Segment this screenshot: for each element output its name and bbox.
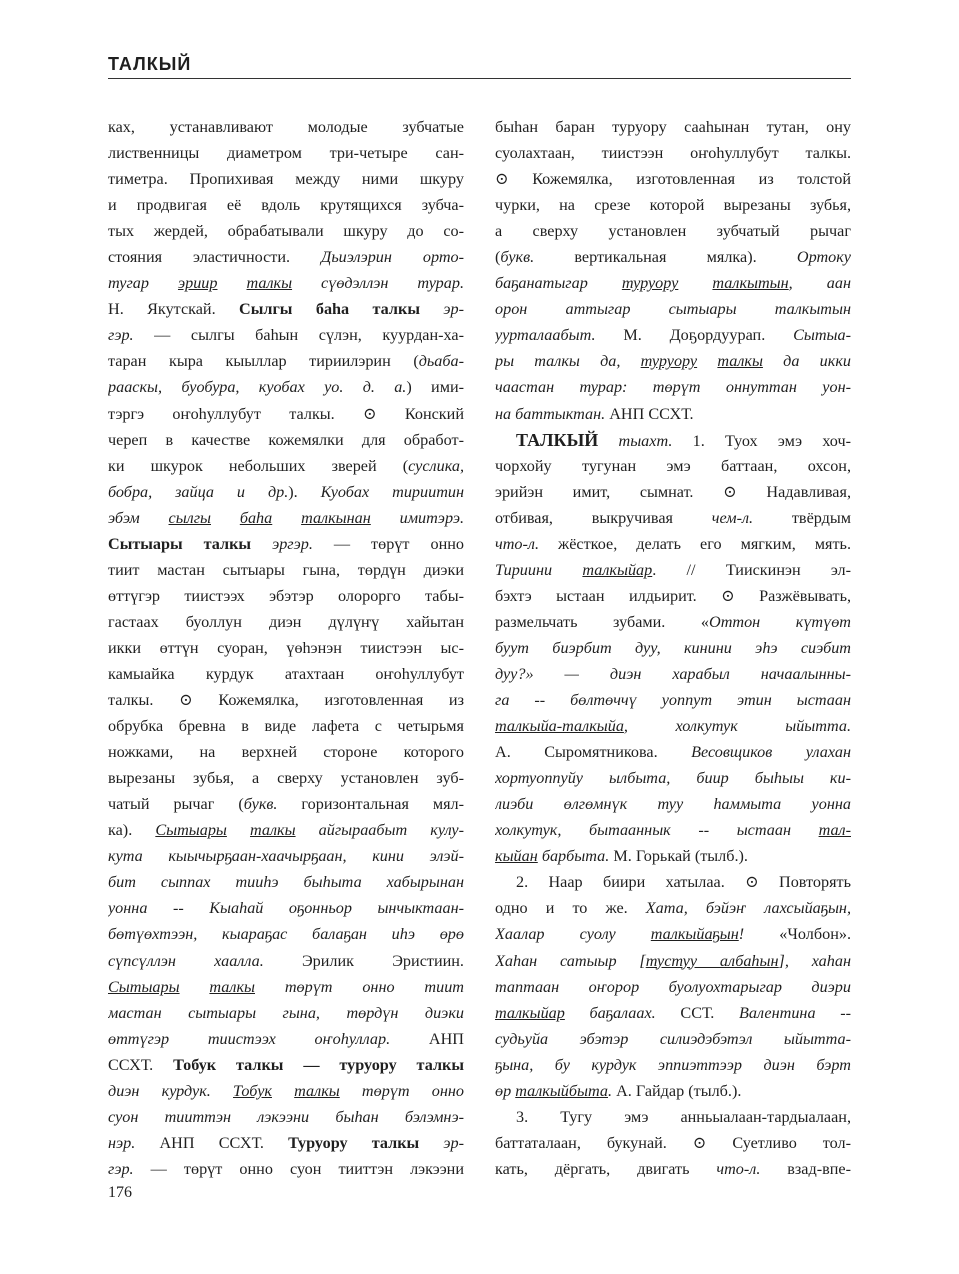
gloss-text: быhан баран туруору сааhынан тутан, ону — [495, 118, 851, 136]
example-text: айгыраабыт кулу- — [295, 821, 464, 840]
text-line — [495, 1052, 851, 1078]
text-line — [495, 843, 851, 869]
text-line — [495, 974, 851, 1000]
example-text: эргэр. — [251, 534, 313, 553]
example-text: мастан сытыары гына, төрдүн диэки — [108, 1003, 464, 1022]
text-line — [495, 869, 851, 895]
text-line — [495, 427, 851, 453]
text-line — [108, 270, 464, 296]
example-text: буут биэрбит дуу, кинини эhэ сиэбит — [495, 638, 851, 657]
gloss-text: тых жердей, обрабатывали шкуру до со- — [108, 222, 464, 241]
text-line — [495, 687, 851, 713]
example-text: диэн курдук. — [108, 1081, 211, 1100]
underlined-example: талкынан — [301, 508, 371, 527]
gloss-text — [211, 1082, 233, 1100]
gloss-text: баттаталаан, букунай. ⊙ Суетливо тол- — [495, 1133, 851, 1152]
underlined-example: тустуу албаhын — [645, 951, 779, 970]
example-text: лиэби өлгөмнүк туу hаммыта уонна — [495, 795, 851, 814]
example-text: — диэн харабыл начаалынны- — [533, 664, 851, 683]
text-line — [108, 374, 464, 400]
gloss-text: М. Доҕордуурап. — [595, 326, 794, 345]
example-text: барбыта. — [537, 847, 610, 866]
example-text: төрүт онно — [339, 1081, 464, 1100]
gloss-text: ка). — [108, 821, 156, 840]
underlined-example: талкыйар — [495, 1003, 565, 1022]
text-line — [108, 192, 464, 218]
text-line — [495, 948, 851, 974]
text-line — [108, 1026, 464, 1052]
text-line — [108, 1156, 464, 1182]
example-text: Хаhан сатыыр [ — [495, 951, 646, 970]
example-text: суслика, — [408, 456, 464, 475]
underlined-example: баhа — [239, 508, 273, 527]
headword: ТАЛКЫЙ — [516, 429, 599, 450]
gloss-text: размельчать зубами. « — [495, 612, 709, 631]
text-line — [495, 479, 851, 505]
left-column — [108, 114, 464, 1182]
example-text: төрүт онно тиит — [255, 977, 464, 996]
gloss-text: а сверху установлен зубчатый рычаг — [495, 222, 851, 241]
example-text: дуу?» — [495, 664, 534, 683]
example-text: Ортоку — [796, 248, 851, 267]
example-text: холкутук, бытааннык -- ыстаан — [495, 821, 819, 840]
gloss-text: — төрүт онно — [312, 534, 464, 553]
gloss-text: . // Тиискинэн эл- — [652, 560, 851, 579]
example-text: гэр. — [108, 326, 134, 345]
text-line — [108, 1000, 464, 1026]
text-line — [108, 140, 464, 166]
gloss-text: ки шкурок небольших зверей ( — [108, 456, 409, 475]
underlined-example: талкы — [246, 274, 293, 293]
example-text: букв. — [243, 795, 278, 814]
text-line — [495, 609, 851, 635]
underlined-example: туруору — [640, 352, 698, 371]
example-text: эр- — [419, 300, 464, 319]
example-text: баҕанатыгар — [495, 274, 622, 293]
example-text: Сытыа- — [793, 326, 851, 345]
example-text: Тириини — [495, 560, 583, 579]
term: Сылгы баhа талкы — [239, 300, 420, 319]
text-line — [495, 166, 851, 192]
example-text: хортуоппуйу ылбыта, биир быhыы ки- — [495, 769, 851, 788]
gloss-text: вырезаны зубья, а сверху установлен зуб- — [108, 769, 464, 788]
text-line — [495, 140, 851, 166]
text-line — [495, 635, 851, 661]
text-line — [108, 296, 464, 322]
text-line — [495, 817, 851, 843]
gloss-text: АНП — [390, 1029, 464, 1048]
text-line — [108, 479, 464, 505]
gloss-text: А. Гайдар (тылб.). — [612, 1081, 742, 1100]
text-line — [495, 1130, 851, 1156]
example-text: на баттыктан. — [495, 404, 606, 423]
text-line — [495, 921, 851, 947]
example-text: нэр. — [108, 1133, 136, 1152]
example-text: га -- бөлтөччү уоппут этин ыстаан — [495, 691, 851, 710]
example-text: судьуйа эбэтэр силиэдэбэтэл ыйытта- — [495, 1029, 851, 1048]
example-text: , холкутук ыйытта. — [623, 717, 851, 736]
example-text: суон тииттэн лэкээни быhан бэлэмнэ- — [108, 1107, 464, 1126]
example-text — [180, 978, 210, 996]
text-line — [108, 166, 464, 192]
example-text: Хаалар суолу — [495, 925, 651, 944]
gloss-text: ⊙ Кожемялка, изготовленная из толстой — [495, 170, 851, 189]
running-header: ТАЛКЫЙ — [108, 54, 192, 74]
text-line — [495, 453, 851, 479]
gloss-text: кать, дёргать, двигать — [495, 1159, 717, 1178]
example-text — [272, 1082, 294, 1100]
gloss-text: камыайка курдук атахтаан оҥоhуллубут — [108, 664, 464, 683]
gloss-text: тиметра. Пропихивая между ними шкуру — [108, 170, 464, 189]
example-text: да икки — [762, 352, 851, 371]
text-line — [495, 583, 851, 609]
example-text: тугар — [108, 274, 178, 293]
example-text: баҕалаах. — [564, 1003, 656, 1022]
gloss-text: ). — [288, 482, 321, 501]
example-text — [227, 821, 250, 839]
underlined-example: талкыйар — [582, 560, 653, 579]
text-line — [108, 609, 464, 635]
gloss-text: тэргэ оҥоhуллубут талкы. ⊙ Конский — [108, 404, 464, 423]
underlined-example: талкы — [717, 352, 763, 371]
gloss-text: жёсткое, делать его мягким, мять. — [539, 534, 851, 553]
gloss-text: череп в качестве кожемялки для обработ- — [108, 430, 464, 449]
example-text: өттүгэр тиистээх оҥоhуллар. — [108, 1029, 391, 1048]
gloss-text: АНП ССХТ. — [135, 1133, 289, 1152]
gloss-text: — төрүт онно суон тииттэн лэкээни — [133, 1159, 464, 1178]
gloss-text: 1. Туох эмэ хоч- — [672, 431, 851, 450]
example-text: Валентина -- — [738, 1003, 851, 1022]
underlined-example: талкыйбыта — [515, 1081, 608, 1100]
text-line — [495, 401, 851, 427]
gloss-text: ножками, на верхней стороне которого — [108, 743, 464, 762]
gloss-text: стояния эластичности. — [108, 248, 322, 267]
text-line — [495, 1000, 851, 1026]
text-line — [108, 635, 464, 661]
example-text: ], хаhан — [778, 951, 851, 970]
gloss-text: взад-впе- — [760, 1159, 851, 1178]
text-line — [108, 453, 464, 479]
text-line — [495, 114, 851, 140]
example-text: бөтүөхтээн, кыараҕас балаҕан иhэ өрө — [108, 925, 464, 944]
gloss-text: тиит мастан сытыары гына, төрдүн диэки — [108, 560, 464, 579]
gloss-text: икки өттүн суоран, үөhэнэн тиистээн ыс- — [108, 638, 464, 657]
text-line — [495, 218, 851, 244]
example-text: Оттон күтүөт — [709, 612, 851, 631]
example-text: букв. — [500, 248, 535, 267]
gloss-text: каx, устанавливают молодые зубчатые — [108, 118, 464, 136]
text-line — [108, 921, 464, 947]
underlined-example: тал- — [818, 821, 851, 840]
example-text: өр — [495, 1081, 516, 1100]
example-text — [678, 274, 712, 292]
example-text: эбэм — [108, 508, 169, 527]
gloss-text: лиственницы диаметром три-четыре сан- — [108, 144, 464, 163]
underlined-example: талкытын — [712, 274, 789, 293]
example-text: дьаба- — [418, 352, 464, 371]
text-line — [108, 1052, 464, 1078]
example-text: , аан — [788, 274, 851, 293]
text-line — [108, 817, 464, 843]
underlined-example: туруору — [621, 274, 679, 293]
example-text: чем-л. — [711, 508, 754, 527]
gloss-text: горизонтальная мял- — [277, 795, 464, 814]
text-line — [108, 557, 464, 583]
text-line — [108, 348, 464, 374]
example-text: Весовщиков улахан — [691, 743, 851, 762]
term: Тобук талкы — туруору талкы — [173, 1055, 464, 1074]
example-text: что-л. — [495, 534, 540, 553]
gloss-text: таран кыра кыыллар тириилэрин ( — [108, 352, 419, 371]
header-rule — [108, 78, 851, 79]
gloss-text: обрубка бревна в виде лафета с четырьмя — [108, 717, 464, 736]
text-line — [495, 895, 851, 921]
text-line — [108, 401, 464, 427]
example-text: ры талкы да, — [495, 352, 641, 371]
text-line — [108, 1104, 464, 1130]
example-text: . — [608, 1081, 613, 1100]
text-line — [495, 791, 851, 817]
text-line — [495, 244, 851, 270]
example-text: сүпсүллэн хаалла. — [108, 951, 302, 970]
example-text: ! — [738, 925, 745, 944]
text-line — [108, 713, 464, 739]
example-text: кута кыычырҕаан-хаачырҕаан, кини элэй- — [108, 847, 464, 866]
gloss-text: чатый рычаг ( — [108, 795, 244, 814]
example-text: ҕына, бу курдук эппиэттээр диэн бэрт — [495, 1055, 851, 1074]
example-text: рааскы, буобура, куобах уо. д. а. — [108, 378, 407, 397]
example-text: Куобах тириитин — [320, 482, 464, 501]
gloss-text: ССХТ. — [108, 1055, 174, 1074]
example-text: имитэрэ. — [370, 508, 464, 527]
example-text: Хата, бэйэҥ лахсыйаҕын, — [645, 899, 851, 918]
underlined-example: Сытыары — [108, 977, 180, 996]
text-line — [108, 218, 464, 244]
gloss-text: 2. Наар биири хатылаа. ⊙ Повторять — [516, 873, 851, 892]
text-line — [108, 427, 464, 453]
text-line — [495, 739, 851, 765]
text-line — [495, 322, 851, 348]
underlined-example: сылгы — [168, 508, 211, 527]
gloss-text: Н. Якутскай. — [108, 300, 240, 319]
text-line — [108, 583, 464, 609]
example-text: бит сыппах тииhэ быhыта хабырынан — [108, 873, 464, 892]
gloss-text: өттүгэр тиистээх эбэтэр олорорго табы- — [108, 586, 464, 605]
example-text: эр- — [419, 1133, 464, 1152]
example-text — [217, 274, 246, 292]
gloss-text: бэхтэ ыстаан илдьирит. ⊙ Разжёвывать, — [495, 586, 851, 605]
text-line — [108, 687, 464, 713]
text-line — [495, 270, 851, 296]
underlined-example: талкы — [294, 1081, 340, 1100]
text-line — [495, 374, 851, 400]
text-line — [108, 1130, 464, 1156]
page-number: 176 — [108, 1184, 132, 1201]
text-line — [108, 765, 464, 791]
example-text: уурталаабыт. — [495, 326, 596, 345]
gloss-text: вертикальная мялка). — [534, 248, 797, 267]
gloss-text: одно и то же. — [495, 899, 646, 918]
gloss-text: Эрилик Эристиин. — [301, 951, 464, 970]
underlined-example: талкы — [249, 821, 296, 840]
text-line — [108, 531, 464, 557]
right-column — [495, 114, 851, 1182]
text-line — [108, 843, 464, 869]
underlined-example: Сытыары — [155, 821, 227, 840]
text-line — [495, 713, 851, 739]
text-line — [495, 192, 851, 218]
underlined-example: кыйан — [495, 847, 538, 866]
text-line — [495, 296, 851, 322]
underlined-example: талкы — [209, 977, 255, 996]
gloss-text: ( — [495, 248, 501, 267]
text-line — [108, 322, 464, 348]
text-line — [108, 661, 464, 687]
example-text — [272, 509, 301, 527]
text-line — [495, 531, 851, 557]
example-text: бобра, зайца и др. — [108, 482, 289, 501]
example-text: орон аттыгар сытыары талкытын — [495, 300, 851, 319]
example-text: гэр. — [108, 1159, 134, 1178]
gloss-text: чурки, на срезе которой вырезаны зубья, — [495, 196, 851, 215]
gloss-text: АНП ССХТ. — [605, 404, 694, 423]
example-text: что-л. — [716, 1159, 761, 1178]
example-text: уонна -- Кыаhай оҕонньор ынчыктаан- — [108, 899, 464, 918]
underlined-example: Тобук — [233, 1081, 272, 1100]
gloss-text: твёрдым — [753, 508, 851, 527]
text-line — [495, 348, 851, 374]
underlined-example: талкыйа-талкыйа — [495, 717, 624, 736]
example-text — [211, 509, 240, 527]
text-line — [108, 739, 464, 765]
text-line — [108, 114, 464, 140]
term: Сытыары талкы — [108, 534, 252, 553]
gloss-text: «Чолбон». — [744, 925, 851, 944]
gloss-text: гастаах буоллун диэн дүлүҥү хайытан — [108, 612, 464, 631]
underlined-example: талкыйаҕын — [650, 925, 739, 944]
example-text: таптаан оҥорор буолуохтарыгар диэри — [495, 977, 851, 996]
gloss-text: талкы. ⊙ Кожемялка, изготовленная из — [108, 691, 464, 710]
text-line — [108, 244, 464, 270]
gloss-text: отбивая, выкручивая — [495, 508, 712, 527]
text-line — [495, 1156, 851, 1182]
underlined-example: эриир — [177, 274, 218, 293]
text-line — [108, 1078, 464, 1104]
example-text: сүөдэллэн турар. — [292, 274, 464, 293]
example-text — [697, 352, 717, 370]
gloss-text: 3. Тугу эмэ анньыалаан-тардыалаан, — [516, 1107, 851, 1126]
example-text: чаастан турар: төрүт оннуттан уон- — [495, 378, 851, 397]
text-line — [108, 948, 464, 974]
gloss-text: ) ими- — [406, 378, 464, 397]
gloss-text: М. Горькай (тылб.). — [609, 847, 748, 866]
gloss-text: эрийэн имит, сымнат. ⊙ Надавливая, — [495, 482, 851, 501]
gloss-text: А. Сыромятникова. — [495, 743, 692, 762]
text-line — [495, 505, 851, 531]
text-line — [108, 791, 464, 817]
text-line — [495, 661, 851, 687]
gloss-text: суолахтаан, тиистээн оҥоhуллубут талкы. — [495, 144, 851, 163]
gloss-text: — сылгы баhын сүлэн, куурдан-ха- — [133, 326, 464, 345]
text-line — [108, 505, 464, 531]
text-line — [108, 895, 464, 921]
gloss-text: и продвигая её вдоль крутящихся зубча- — [108, 196, 464, 215]
text-line — [108, 974, 464, 1000]
example-text: тыахт. — [598, 431, 673, 450]
gloss-text: ССТ. — [655, 1003, 739, 1022]
text-line — [495, 1026, 851, 1052]
gloss-text: чорхойу тугунан эмэ баттаан, охсон, — [495, 456, 851, 475]
text-line — [108, 869, 464, 895]
text-line — [495, 1078, 851, 1104]
text-line — [495, 765, 851, 791]
text-line — [495, 1104, 851, 1130]
text-line — [495, 557, 851, 583]
example-text: Дьиэлэрин орто- — [321, 248, 464, 267]
term: Туруору талкы — [288, 1133, 420, 1152]
